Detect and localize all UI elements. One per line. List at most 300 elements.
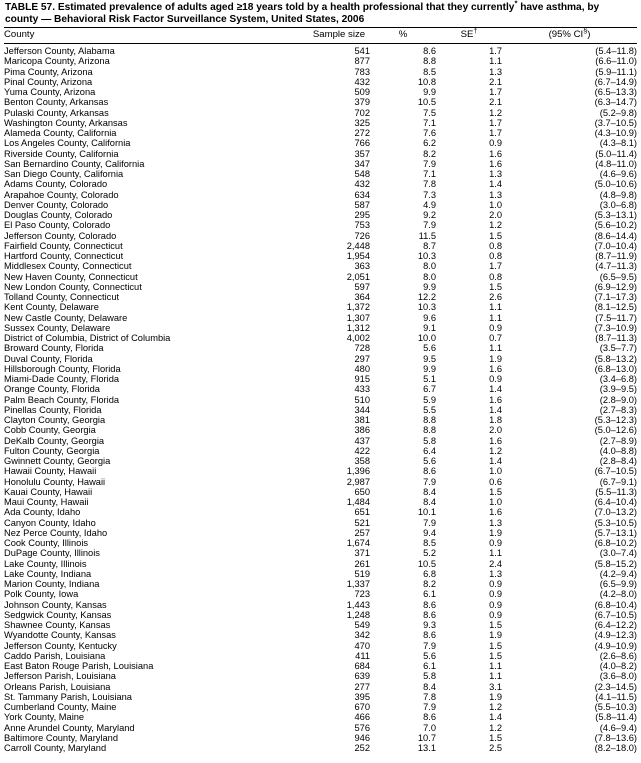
cell-percent: 8.6 — [423, 466, 436, 477]
cell-se: 1.9 — [489, 527, 502, 538]
cell-percent: 8.4 — [423, 681, 436, 692]
cell-county: Cook County, Illinois — [4, 538, 89, 549]
cell-county: Duval County, Florida — [4, 353, 93, 364]
cell-percent: 5.6 — [423, 456, 436, 467]
cell-confidence-interval: (5.7–13.1) — [594, 527, 637, 538]
cell-se: 2.5 — [489, 743, 502, 754]
cell-confidence-interval: (5.4–11.8) — [595, 46, 637, 57]
cell-sample-size: 364 — [354, 292, 370, 303]
cell-se: 1.3 — [489, 568, 502, 579]
table-row — [4, 671, 637, 681]
cell-percent: 10.5 — [417, 558, 436, 569]
table-row — [4, 436, 637, 446]
cell-percent: 7.1 — [423, 117, 436, 128]
table-row — [4, 138, 637, 148]
cell-percent: 8.6 — [423, 712, 436, 723]
table-row — [4, 641, 637, 651]
cell-percent: 4.9 — [423, 199, 436, 210]
cell-se: 1.6 — [489, 148, 502, 159]
cell-sample-size: 1,484 — [346, 497, 370, 508]
table-row — [4, 507, 637, 517]
cell-se: 0.8 — [489, 240, 502, 251]
cell-confidence-interval: (3.0–6.8) — [599, 199, 637, 210]
prevalence-table-body — [4, 44, 637, 753]
table-row — [4, 354, 637, 364]
cell-percent: 7.1 — [423, 169, 436, 180]
cell-county: Hawaii County, Hawaii — [4, 466, 97, 477]
cell-confidence-interval: (6.7–14.9) — [594, 76, 637, 87]
cell-sample-size: 466 — [354, 712, 370, 723]
cell-sample-size: 521 — [354, 517, 370, 528]
cell-percent: 13.1 — [417, 743, 436, 754]
cell-se: 0.9 — [489, 322, 502, 333]
cell-county: Maui County, Hawaii — [4, 497, 89, 508]
table-row — [4, 487, 637, 497]
cell-se: 1.7 — [489, 128, 502, 139]
cell-percent: 6.7 — [423, 384, 436, 395]
cell-county: Gwinnett County, Georgia — [4, 456, 111, 467]
cell-sample-size: 432 — [354, 179, 370, 190]
cell-county: Kent County, Delaware — [4, 302, 99, 313]
cell-county: Los Angeles County, California — [4, 138, 131, 149]
table-row — [4, 56, 637, 66]
cell-se: 1.1 — [489, 302, 502, 313]
cell-sample-size: 357 — [354, 148, 370, 159]
table-row — [4, 364, 637, 374]
cell-county: Cumberland County, Maine — [4, 702, 117, 713]
cell-county: Pima County, Arizona — [4, 66, 93, 77]
cell-county: Hillsborough County, Florida — [4, 363, 121, 374]
cell-se: 1.2 — [489, 722, 502, 733]
cell-percent: 5.6 — [423, 650, 436, 661]
cell-confidence-interval: (4.7–11.3) — [595, 261, 637, 272]
cell-se: 1.6 — [489, 507, 502, 518]
cell-percent: 8.5 — [423, 66, 436, 77]
table-row — [4, 44, 637, 56]
cell-se: 2.6 — [489, 292, 502, 303]
cell-sample-size: 915 — [354, 374, 370, 385]
cell-percent: 7.5 — [423, 107, 436, 118]
cell-se: 1.7 — [489, 261, 502, 272]
table-row — [4, 497, 637, 507]
cell-percent: 8.0 — [423, 261, 436, 272]
cell-confidence-interval: (3.6–8.0) — [599, 671, 637, 682]
cell-sample-size: 728 — [354, 343, 370, 354]
cell-county: Baltimore County, Maryland — [4, 732, 119, 743]
cell-confidence-interval: (4.8–11.0) — [595, 158, 637, 169]
cell-se: 1.0 — [489, 199, 502, 210]
table-row — [4, 231, 637, 241]
cell-sample-size: 2,051 — [346, 271, 370, 282]
cell-confidence-interval: (6.8–10.4) — [594, 599, 637, 610]
cell-se: 1.5 — [489, 230, 502, 241]
cell-confidence-interval: (4.3–8.1) — [599, 138, 637, 149]
cell-confidence-interval: (4.6–9.4) — [599, 722, 637, 733]
table-row — [4, 159, 637, 169]
cell-county: DuPage County, Illinois — [4, 548, 100, 559]
title-line-2: county — Behavioral Risk Factor Surveillance System, United States, 2006 — [5, 14, 365, 26]
cell-county: Sussex County, Delaware — [4, 322, 111, 333]
cell-se: 0.9 — [489, 538, 502, 549]
cell-se: 1.1 — [489, 312, 502, 323]
table-row — [4, 723, 637, 733]
cell-confidence-interval: (4.9–10.9) — [594, 640, 637, 651]
table-row — [4, 128, 637, 138]
cell-sample-size: 295 — [354, 210, 370, 221]
table-row — [4, 692, 637, 702]
cell-se: 1.4 — [489, 404, 502, 415]
cell-sample-size: 363 — [354, 261, 370, 272]
cell-percent: 8.8 — [423, 415, 436, 426]
cell-se: 1.6 — [489, 394, 502, 405]
cell-sample-size: 2,448 — [346, 240, 370, 251]
cell-confidence-interval: (2.7–8.3) — [599, 404, 637, 415]
cell-percent: 11.5 — [418, 230, 436, 241]
cell-sample-size: 702 — [354, 107, 370, 118]
cell-sample-size: 433 — [354, 384, 370, 395]
cell-sample-size: 651 — [354, 507, 370, 518]
cell-percent: 8.2 — [423, 148, 436, 159]
table-row — [4, 313, 637, 323]
cell-county: Palm Beach County, Florida — [4, 394, 120, 405]
cell-sample-size: 470 — [354, 640, 370, 651]
table-row — [4, 456, 637, 466]
cell-county: Jefferson County, Colorado — [4, 230, 117, 241]
cell-sample-size: 272 — [354, 128, 370, 139]
table-row — [4, 241, 637, 251]
cell-se: 1.5 — [489, 486, 502, 497]
table-row — [4, 405, 637, 415]
header-row — [4, 28, 637, 43]
cell-percent: 8.6 — [423, 599, 436, 610]
table-row — [4, 600, 637, 610]
cell-se: 1.6 — [489, 363, 502, 374]
cell-percent: 8.4 — [423, 497, 436, 508]
table-row — [4, 610, 637, 620]
cell-confidence-interval: (3.4–6.8) — [599, 374, 637, 385]
cell-se: 0.9 — [489, 138, 502, 149]
cell-sample-size: 411 — [355, 650, 370, 661]
title-text-part-2: years told by a health professional that they currently — [253, 2, 515, 13]
cell-percent: 8.2 — [423, 579, 436, 590]
cell-sample-size: 597 — [354, 281, 370, 292]
cell-county: Kauai County, Hawaii — [4, 486, 93, 497]
table-row — [4, 118, 637, 128]
cell-se: 2.1 — [489, 76, 502, 87]
column-header-sample-size: Sample size — [312, 29, 366, 41]
cell-sample-size: 344 — [354, 404, 370, 415]
cell-percent: 7.8 — [423, 179, 436, 190]
cell-confidence-interval: (6.7–9.1) — [599, 476, 637, 487]
cell-percent: 9.5 — [423, 353, 436, 364]
table-row — [4, 538, 637, 548]
cell-confidence-interval: (2.8–8.4) — [599, 456, 637, 467]
cell-se: 1.3 — [489, 169, 502, 180]
cell-percent: 7.9 — [423, 517, 436, 528]
cell-county: Polk County, Iowa — [4, 589, 79, 600]
column-header-percent: % — [398, 29, 408, 41]
cell-percent: 10.7 — [417, 732, 436, 743]
cell-county: District of Columbia, District of Columbia — [4, 333, 171, 344]
cell-se: 1.1 — [489, 661, 502, 672]
cell-se: 1.2 — [489, 445, 502, 456]
cell-se: 0.9 — [489, 599, 502, 610]
cell-se: 2.1 — [489, 97, 502, 108]
cell-confidence-interval: (5.5–10.3) — [594, 702, 637, 713]
cell-se: 1.4 — [489, 384, 502, 395]
cell-county: Marion County, Indiana — [4, 579, 100, 590]
cell-sample-size: 634 — [354, 189, 370, 200]
table-row — [4, 415, 637, 425]
table-row — [4, 589, 637, 599]
table-row — [4, 446, 637, 456]
cell-se: 1.7 — [489, 87, 502, 98]
table-row — [4, 323, 637, 333]
table-row — [4, 343, 637, 353]
table-row — [4, 569, 637, 579]
cell-percent: 8.6 — [423, 46, 436, 57]
cell-county: Canyon County, Idaho — [4, 517, 96, 528]
table-row — [4, 251, 637, 261]
table-row — [4, 651, 637, 661]
cell-confidence-interval: (5.8–11.4) — [595, 712, 637, 723]
cell-county: Denver County, Colorado — [4, 199, 109, 210]
cell-sample-size: 1,248 — [346, 609, 370, 620]
cell-percent: 7.8 — [423, 691, 436, 702]
cell-percent: 8.8 — [423, 56, 436, 67]
cell-county: Jefferson County, Alabama — [4, 46, 115, 57]
cell-se: 1.4 — [489, 179, 502, 190]
cell-sample-size: 1,312 — [346, 322, 370, 333]
cell-se: 0.8 — [489, 251, 502, 262]
cell-confidence-interval: (4.8–9.8) — [599, 189, 637, 200]
table-row — [4, 630, 637, 640]
cell-sample-size: 325 — [354, 117, 370, 128]
cell-county: Jefferson County, Kentucky — [4, 640, 117, 651]
table-row — [4, 261, 637, 271]
cell-county: Maricopa County, Arizona — [4, 56, 110, 67]
cell-percent: 8.0 — [423, 271, 436, 282]
cell-county: New London County, Connecticut — [4, 281, 142, 292]
cell-confidence-interval: (6.4–10.4) — [594, 497, 637, 508]
cell-sample-size: 480 — [354, 363, 370, 374]
cell-sample-size: 358 — [354, 456, 370, 467]
table-row — [4, 97, 637, 107]
cell-confidence-interval: (5.9–11.1) — [595, 66, 637, 77]
cell-percent: 8.4 — [423, 486, 436, 497]
cell-confidence-interval: (8.1–12.5) — [594, 302, 637, 313]
table-row — [4, 77, 637, 87]
cell-confidence-interval: (7.0–13.2) — [594, 507, 637, 518]
cell-county: Arapahoe County, Colorado — [4, 189, 119, 200]
cell-se: 1.9 — [489, 691, 502, 702]
table-row — [4, 682, 637, 692]
cell-sample-size: 1,443 — [346, 599, 370, 610]
table-row — [4, 272, 637, 282]
cell-sample-size: 946 — [354, 732, 370, 743]
table-row — [4, 620, 637, 630]
cell-county: Douglas County, Colorado — [4, 210, 113, 221]
table-row — [4, 395, 637, 405]
cell-confidence-interval: (6.5–9.9) — [599, 579, 637, 590]
cell-county: Honolulu County, Hawaii — [4, 476, 106, 487]
column-header-se — [436, 28, 502, 43]
cell-sample-size: 432 — [354, 76, 370, 87]
cell-se: 1.0 — [489, 497, 502, 508]
cell-sample-size: 650 — [354, 486, 370, 497]
cell-sample-size: 753 — [354, 220, 370, 231]
cell-confidence-interval: (8.6–14.4) — [594, 230, 637, 241]
cell-se: 0.9 — [489, 579, 502, 590]
cell-percent: 9.4 — [423, 527, 436, 538]
cell-confidence-interval: (6.9–12.9) — [594, 281, 637, 292]
cell-confidence-interval: (8.2–18.0) — [594, 743, 637, 754]
cell-confidence-interval: (3.9–9.5) — [599, 384, 637, 395]
cell-percent: 9.9 — [423, 281, 436, 292]
cell-county: Carroll County, Maryland — [4, 743, 107, 754]
cell-percent: 6.4 — [423, 445, 436, 456]
cell-sample-size: 549 — [354, 620, 370, 631]
dagger-footnote-marker: † — [473, 26, 478, 36]
cell-county: Pinal County, Arizona — [4, 76, 93, 87]
cell-county: Pinellas County, Florida — [4, 404, 102, 415]
cell-county: Yuma County, Arizona — [4, 87, 96, 98]
cell-confidence-interval: (2.7–8.9) — [599, 435, 637, 446]
cell-percent: 7.9 — [423, 220, 436, 231]
cell-percent: 9.1 — [423, 322, 436, 333]
table-row — [4, 528, 637, 538]
cell-percent: 9.9 — [423, 87, 436, 98]
cell-county: San Bernardino County, California — [4, 158, 145, 169]
cell-confidence-interval: (5.0–10.6) — [594, 179, 637, 190]
cell-sample-size: 395 — [354, 691, 370, 702]
cell-county: Lake County, Indiana — [4, 568, 92, 579]
cell-county: Clayton County, Georgia — [4, 415, 106, 426]
cell-sample-size: 723 — [354, 589, 370, 600]
cell-se: 1.6 — [489, 158, 502, 169]
cell-percent: 5.5 — [423, 404, 436, 415]
cell-sample-size: 297 — [354, 353, 370, 364]
table-row — [4, 333, 637, 343]
cell-confidence-interval: (4.3–10.9) — [594, 128, 637, 139]
cell-county: Sedgwick County, Kansas — [4, 609, 112, 620]
cell-percent: 7.9 — [423, 476, 436, 487]
cell-percent: 5.8 — [423, 435, 436, 446]
cell-percent: 9.9 — [423, 363, 436, 374]
cell-county: New Castle County, Delaware — [4, 312, 128, 323]
cell-county: Washington County, Arkansas — [4, 117, 128, 128]
cell-se: 0.9 — [489, 609, 502, 620]
cell-confidence-interval: (4.2–8.0) — [599, 589, 637, 600]
cell-percent: 5.1 — [423, 374, 436, 385]
cell-se: 1.0 — [489, 466, 502, 477]
cell-percent: 12.2 — [417, 292, 436, 303]
cell-percent: 7.9 — [423, 702, 436, 713]
cell-sample-size: 509 — [354, 87, 370, 98]
se-label: SE — [460, 29, 474, 41]
cell-sample-size: 670 — [354, 702, 370, 713]
table-row — [4, 733, 637, 743]
asterisk-footnote-marker: * — [514, 0, 518, 8]
cell-sample-size: 422 — [354, 445, 370, 456]
cell-county: Caddo Parish, Louisiana — [4, 650, 106, 661]
cell-confidence-interval: (6.6–11.0) — [595, 56, 637, 67]
cell-sample-size: 381 — [354, 415, 370, 426]
cell-sample-size: 519 — [354, 568, 370, 579]
table-row — [4, 477, 637, 487]
table-row — [4, 200, 637, 210]
cell-confidence-interval: (7.5–11.7) — [595, 312, 637, 323]
cell-percent: 8.7 — [423, 240, 436, 251]
table-row — [4, 282, 637, 292]
cell-sample-size: 379 — [354, 97, 370, 108]
table-row — [4, 548, 637, 558]
cell-county: Wyandotte County, Kansas — [4, 630, 116, 641]
cell-confidence-interval: (3.0–7.4) — [599, 548, 637, 559]
cell-sample-size: 684 — [354, 661, 370, 672]
cell-se: 0.6 — [489, 476, 502, 487]
cell-percent: 10.3 — [417, 302, 436, 313]
cell-se: 1.4 — [489, 712, 502, 723]
cell-se: 1.7 — [489, 46, 502, 57]
cell-percent: 8.5 — [423, 538, 436, 549]
cell-confidence-interval: (6.5–13.3) — [594, 87, 637, 98]
cell-county: DeKalb County, Georgia — [4, 435, 105, 446]
cell-percent: 8.8 — [423, 425, 436, 436]
cell-confidence-interval: (4.2–9.4) — [599, 568, 637, 579]
greater-equal-18-symbol: ≥18 — [236, 2, 254, 13]
cell-county: Lake County, Illinois — [4, 558, 87, 569]
cell-sample-size: 587 — [354, 199, 370, 210]
cell-se: 0.8 — [489, 271, 502, 282]
title-text-part-1: TABLE 57. Estimated prevalence of adults aged — [5, 2, 237, 13]
cell-confidence-interval: (5.3–13.1) — [594, 210, 637, 221]
cell-sample-size: 2,987 — [346, 476, 370, 487]
cell-se: 1.2 — [489, 107, 502, 118]
cell-confidence-interval: (5.2–9.8) — [599, 107, 637, 118]
cell-county: Ada County, Idaho — [4, 507, 81, 518]
cell-county: Orange County, Florida — [4, 384, 100, 395]
cell-se: 1.6 — [489, 435, 502, 446]
table-row — [4, 374, 637, 384]
table-row — [4, 559, 637, 569]
cell-se: 1.2 — [489, 220, 502, 231]
cell-confidence-interval: (6.8–10.2) — [594, 538, 637, 549]
cell-confidence-interval: (6.7–10.5) — [594, 466, 637, 477]
cell-county: Fairfield County, Connecticut — [4, 240, 123, 251]
cell-se: 2.0 — [489, 210, 502, 221]
cell-se: 1.1 — [489, 671, 502, 682]
cell-confidence-interval: (5.3–10.5) — [594, 517, 637, 528]
cell-percent: 7.9 — [423, 158, 436, 169]
cell-sample-size: 576 — [354, 722, 370, 733]
cell-se: 1.5 — [489, 281, 502, 292]
table-row — [4, 384, 637, 394]
cell-sample-size: 342 — [354, 630, 370, 641]
cell-se: 2.0 — [489, 425, 502, 436]
cell-sample-size: 783 — [354, 66, 370, 77]
section-footnote-marker: § — [583, 26, 588, 36]
cell-percent: 6.2 — [423, 138, 436, 149]
cell-percent: 9.2 — [423, 210, 436, 221]
cell-sample-size: 726 — [354, 230, 370, 241]
cell-county: Fulton County, Georgia — [4, 445, 100, 456]
cell-se: 1.3 — [489, 517, 502, 528]
table-row — [4, 425, 637, 435]
cell-percent: 9.6 — [423, 312, 436, 323]
prevalence-table — [4, 28, 637, 43]
cell-confidence-interval: (5.0–11.4) — [595, 148, 637, 159]
